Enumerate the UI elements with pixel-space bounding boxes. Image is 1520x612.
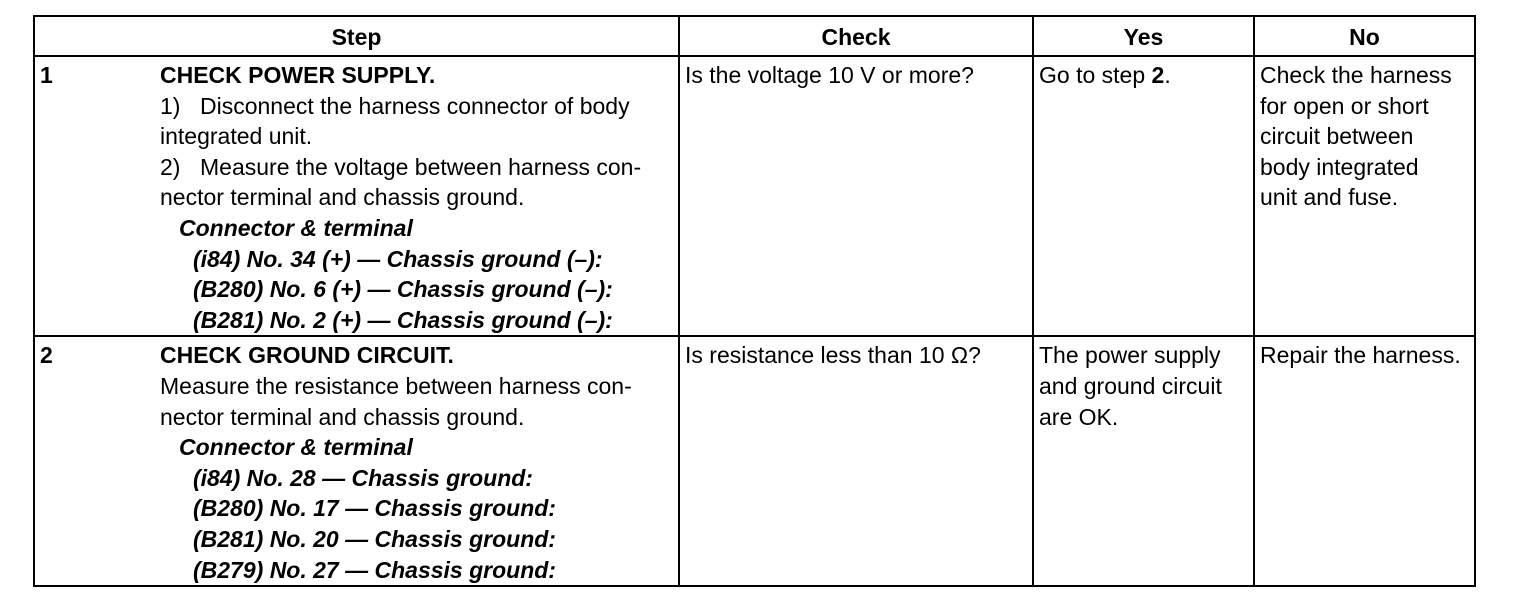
procedure-item bbox=[160, 91, 674, 122]
no-cell bbox=[1254, 56, 1475, 336]
step-title: CHECK GROUND CIRCUIT. bbox=[160, 342, 454, 369]
yes-cell bbox=[1033, 56, 1254, 336]
yes-text: The power supply bbox=[1039, 342, 1221, 369]
no-text: circuit between bbox=[1260, 123, 1414, 150]
check-cell bbox=[679, 56, 1033, 336]
check-text: Is resistance less than 10 Ω? bbox=[685, 342, 981, 369]
step-cell bbox=[34, 56, 679, 336]
connector-line: (i84) No. 28 — Chassis ground: bbox=[193, 464, 533, 491]
step-title: CHECK POWER SUPPLY. bbox=[160, 62, 436, 88]
procedure-text: nector terminal and chassis ground. bbox=[160, 403, 525, 430]
procedure-number: 2) bbox=[160, 153, 181, 180]
step-number: 1 bbox=[40, 62, 53, 88]
connector-line: (B281) No. 2 (+) — Chassis ground (–): bbox=[193, 306, 613, 333]
connector-line: (B279) No. 27 — Chassis ground: bbox=[193, 556, 556, 583]
no-text: body integrated bbox=[1260, 153, 1419, 180]
procedure-item bbox=[160, 152, 674, 183]
connector-heading: Connector & terminal bbox=[179, 214, 413, 241]
procedure-number: 1) bbox=[160, 92, 181, 119]
procedure-text: Measure the voltage between harness con- bbox=[200, 153, 642, 180]
header-yes: Yes bbox=[1033, 16, 1254, 56]
procedure-text: nector terminal and chassis ground. bbox=[160, 184, 525, 211]
no-cell bbox=[1254, 336, 1475, 586]
table-row bbox=[34, 56, 1475, 336]
diagnostic-table bbox=[33, 15, 1476, 587]
procedure-text: integrated unit. bbox=[160, 123, 313, 150]
no-text: Check the harness bbox=[1260, 62, 1452, 88]
connector-heading: Connector & terminal bbox=[179, 434, 413, 461]
procedure-text: Disconnect the harness connector of body bbox=[200, 92, 630, 119]
connector-line: (B280) No. 17 — Chassis ground: bbox=[193, 495, 556, 522]
step-body bbox=[160, 60, 674, 335]
procedure-text: Measure the resistance between harness con- bbox=[160, 372, 632, 399]
header-row bbox=[34, 16, 1475, 56]
header-check: Check bbox=[679, 16, 1033, 56]
connector-line: (i84) No. 34 (+) — Chassis ground (–): bbox=[193, 245, 603, 272]
yes-text: are OK. bbox=[1039, 403, 1119, 430]
check-text: Is the voltage 10 V or more? bbox=[685, 62, 974, 88]
no-text: Repair the harness. bbox=[1260, 342, 1461, 369]
yes-step-link[interactable]: 2 bbox=[1151, 62, 1165, 88]
yes-cell bbox=[1033, 336, 1254, 586]
step-body bbox=[160, 340, 674, 585]
step-cell bbox=[34, 336, 679, 586]
no-text: unit and fuse. bbox=[1260, 184, 1399, 211]
step-number: 2 bbox=[40, 342, 53, 369]
connector-line: (B280) No. 6 (+) — Chassis ground (–): bbox=[193, 276, 613, 303]
yes-text: Go to step bbox=[1039, 62, 1152, 88]
table-row bbox=[34, 336, 1475, 586]
no-text: for open or short bbox=[1260, 92, 1429, 119]
header-step: Step bbox=[34, 16, 679, 56]
yes-text: and ground circuit bbox=[1039, 372, 1222, 399]
connector-line: (B281) No. 20 — Chassis ground: bbox=[193, 525, 556, 552]
check-cell bbox=[679, 336, 1033, 586]
yes-text-suffix: . bbox=[1164, 62, 1171, 88]
header-no: No bbox=[1254, 16, 1475, 56]
